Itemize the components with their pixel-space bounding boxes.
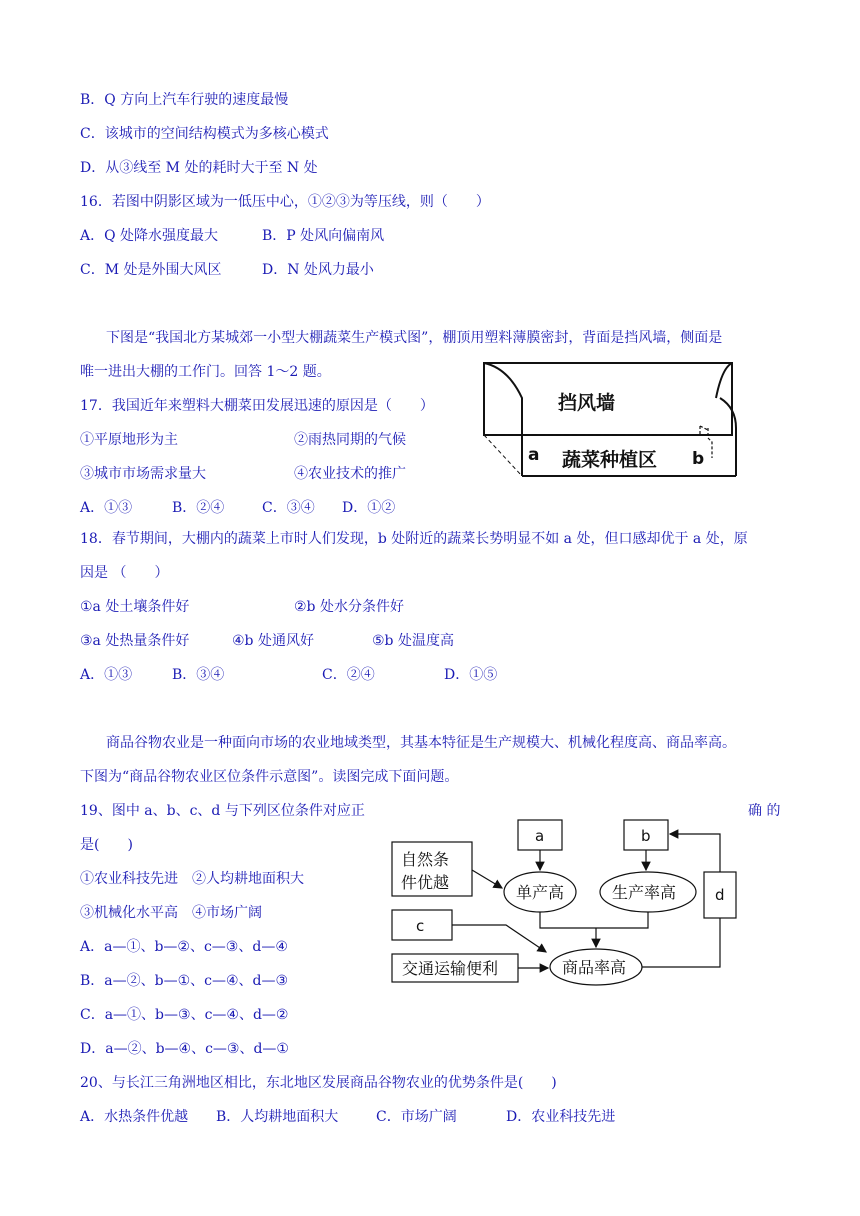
q19-stem-line1-tail: 确 的 bbox=[748, 803, 781, 819]
wind-wall-label: 挡风墙 bbox=[558, 392, 616, 414]
q18-answer-a: A．①③ bbox=[80, 667, 133, 683]
q20-answer-c: C．市场广阔 bbox=[376, 1109, 457, 1125]
q20-answer-b: B．人均耕地面积大 bbox=[216, 1109, 339, 1125]
q17-answer-d: D．①② bbox=[342, 500, 396, 516]
q17-stem: 17．我国近年来塑料大棚菜田发展迅速的原因是（ ） bbox=[80, 398, 434, 414]
q19-answer-d: D．a—②、b—④、c—③、d—① bbox=[80, 1041, 289, 1057]
q17-answer-c: C．③④ bbox=[262, 500, 315, 516]
q18-option-4: ④b 处通风好 bbox=[232, 633, 314, 649]
q19-answer-c: C．a—①、b—③、c—④、d—② bbox=[80, 1007, 289, 1023]
q16-option-a: A．Q 处降水强度最大 bbox=[80, 228, 219, 244]
connector-commodity-to-d bbox=[642, 918, 720, 967]
q17-answer-a: A．①③ bbox=[80, 500, 133, 516]
box-a-label: a bbox=[535, 827, 545, 845]
q17-option-1: ①平原地形为主 bbox=[80, 432, 178, 448]
box-d-label: d bbox=[715, 886, 725, 904]
commodity-rate-label: 商品率高 bbox=[562, 958, 627, 977]
q18-option-1: ①a 处土壤条件好 bbox=[80, 599, 190, 615]
back-roof-curve bbox=[716, 363, 732, 398]
q19-stem-line1: 19、图中 a、b、c、d 与下列区位条件对应正 bbox=[80, 803, 365, 819]
q18-answer-d: D．①⑤ bbox=[444, 667, 498, 683]
q17-option-3: ③城市市场需求量大 bbox=[80, 466, 206, 482]
q16-stem: 16．若图中阴影区域为一低压中心，①②③为等压线，则（ ） bbox=[80, 194, 490, 210]
q19-options-3-4: ③机械化水平高 ④市场广阔 bbox=[80, 905, 262, 921]
q18-option-5: ⑤b 处温度高 bbox=[372, 633, 454, 649]
intro2-line1: 商品谷物农业是一种面向市场的农业地域类型，其基本特征是生产规模大、机械化程度高、商品率高。 bbox=[106, 735, 736, 751]
q16-option-c: C．M 处是外围大风区 bbox=[80, 262, 222, 278]
intro1-line1: 下图是“我国北方某城郊一小型大棚蔬菜生产模式图”，棚顶用塑料薄膜密封，背面是挡风墙，侧面是 bbox=[106, 330, 723, 346]
q17-option-4: ④农业技术的推广 bbox=[294, 466, 406, 482]
q18-stem-line2: 因是 （ ） bbox=[80, 565, 169, 581]
q19-answer-b: B．a—②、b—①、c—④、d—③ bbox=[80, 973, 289, 989]
q20-answer-a: A．水热条件优越 bbox=[80, 1109, 189, 1125]
q19-answer-a: A．a—①、b—②、c—③、d—④ bbox=[80, 939, 288, 955]
q20-stem: 20、与长江三角洲地区相比，东北地区发展商品谷物农业的优势条件是( ) bbox=[80, 1075, 557, 1091]
q20-answer-d: D．农业科技先进 bbox=[506, 1109, 616, 1125]
box-c-label: c bbox=[416, 917, 425, 935]
intro1-line2: 唯一进出大棚的工作门。回答 1～2 题。 bbox=[80, 364, 331, 380]
q15-option-d: D．从③线至 M 处的耗时大于至 N 处 bbox=[80, 160, 318, 176]
natural-line2: 件优越 bbox=[401, 873, 450, 892]
grain-farming-flow-diagram bbox=[386, 814, 742, 986]
q18-answer-c: C．②④ bbox=[322, 667, 375, 683]
intro2-line2: 下图为“商品谷物农业区位条件示意图”。读图完成下面问题。 bbox=[80, 769, 459, 785]
arrow-d-to-b bbox=[670, 834, 720, 872]
arrow-natural-to-yield bbox=[472, 870, 502, 888]
point-b-label: b bbox=[692, 449, 705, 469]
front-right-edge bbox=[720, 398, 736, 476]
q18-answer-b: B．③④ bbox=[172, 667, 225, 683]
front-roof-curve-left bbox=[484, 363, 522, 476]
high-productivity-label: 生产率高 bbox=[612, 883, 677, 902]
arrow-c-to-commodity bbox=[452, 925, 546, 952]
q17-answer-b: B．②④ bbox=[172, 500, 225, 516]
q15-option-b: B．Q 方向上汽车行驶的速度最慢 bbox=[80, 92, 289, 108]
transport-label: 交通运输便利 bbox=[402, 959, 499, 978]
high-yield-label: 单产高 bbox=[516, 883, 565, 902]
planting-area-label: 蔬菜种植区 bbox=[562, 449, 658, 471]
point-a-label: a bbox=[528, 445, 540, 465]
q19-stem-line2: 是( ) bbox=[80, 837, 133, 853]
q16-option-d: D．N 处风力最小 bbox=[262, 262, 374, 278]
q17-option-2: ②雨热同期的气候 bbox=[294, 432, 406, 448]
box-b-label: b bbox=[641, 827, 651, 845]
connector-yield-productivity bbox=[540, 912, 648, 928]
q19-options-1-2: ①农业科技先进 ②人均耕地面积大 bbox=[80, 871, 304, 887]
q16-option-b: B．P 处风向偏南风 bbox=[262, 228, 385, 244]
q15-option-c: C．该城市的空间结构模式为多核心模式 bbox=[80, 126, 329, 142]
q18-option-2: ②b 处水分条件好 bbox=[294, 599, 404, 615]
natural-line1: 自然条 bbox=[401, 850, 450, 869]
q18-option-3: ③a 处热量条件好 bbox=[80, 633, 190, 649]
greenhouse-diagram bbox=[474, 358, 746, 484]
q18-stem-line1: 18．春节期间，大棚内的蔬菜上市时人们发现，b 处附近的蔬菜长势明显不如 a 处，但口感却优于 a 处，原 bbox=[80, 531, 748, 547]
floor-dashed-left bbox=[484, 435, 522, 476]
